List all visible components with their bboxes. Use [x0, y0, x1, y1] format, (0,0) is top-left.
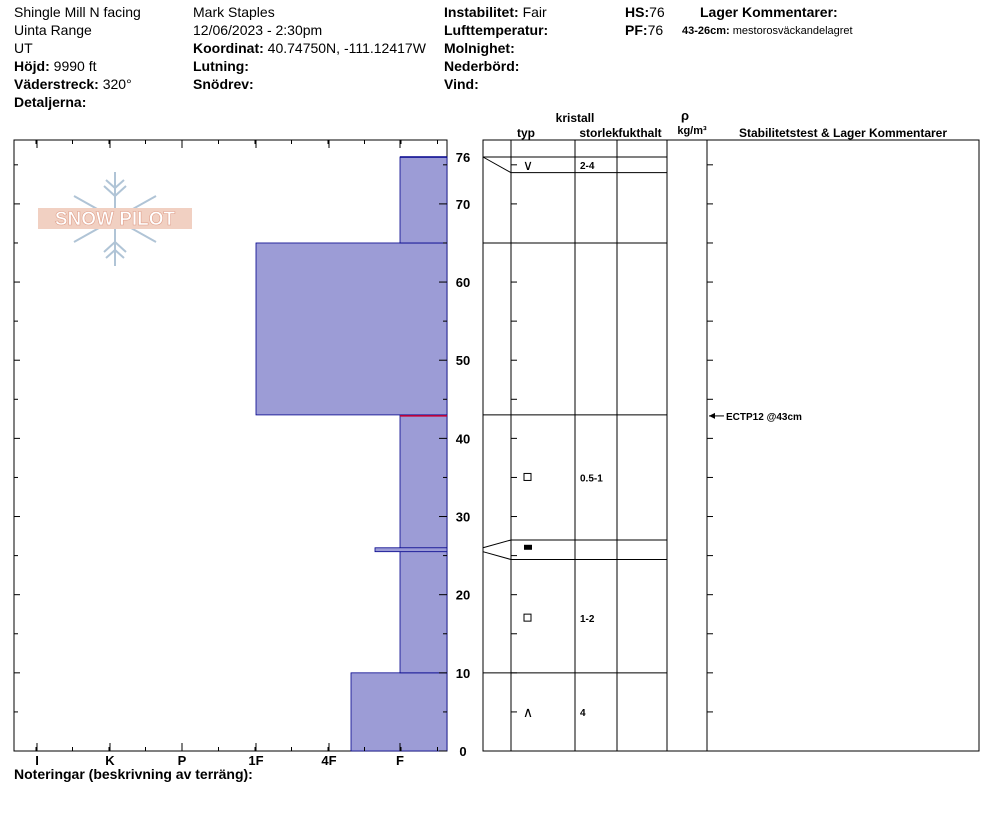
layer-connector	[483, 552, 511, 560]
stability-test-label: ECTP12 @43cm	[726, 411, 802, 423]
layer-connector	[483, 540, 511, 548]
density-unit-header: kg/m³	[677, 125, 707, 137]
location-name: Shingle Mill N facing	[14, 4, 141, 20]
crystal-size: 2-4	[580, 160, 595, 172]
hardness-bar	[400, 415, 447, 673]
layer-table-frame	[483, 140, 979, 751]
hardness-bar	[375, 548, 447, 552]
aspect-value: 320°	[102, 76, 132, 92]
rho-header: ρ	[680, 108, 690, 123]
hs-label: HS:	[625, 4, 650, 20]
depth-tick-label: 40	[455, 431, 471, 447]
range-name: Uinta Range	[14, 22, 92, 38]
hardness-tick-label: I	[35, 753, 39, 768]
instability-value: Fair	[522, 4, 547, 20]
stability-arrowhead	[709, 413, 715, 419]
elevation-value: 9990 ft	[53, 58, 97, 74]
stability-header: Stabilitetstest & Lager Kommentarer	[738, 126, 948, 140]
elevation-label: Höjd:	[14, 58, 50, 74]
crystal-size: 4	[580, 707, 586, 719]
crystal-symbol: ∨	[522, 156, 534, 173]
hardness-tick-label: K	[105, 753, 115, 768]
hardness-plot-frame	[14, 140, 447, 751]
precip-label: Nederbörd:	[444, 58, 520, 74]
crystal-symbol	[524, 473, 531, 480]
coord-label: Koordinat:	[193, 40, 264, 56]
wind-label: Vind:	[444, 76, 479, 92]
slope-label: Lutning:	[193, 58, 249, 74]
crystal-size: 0.5-1	[580, 473, 603, 485]
size-header: storlek	[579, 126, 619, 140]
crystal-header: kristall	[555, 111, 595, 125]
layer-comments-label: Lager Kommentarer:	[700, 4, 838, 20]
depth-tick-label: 20	[455, 587, 471, 603]
hardness-tick-label: 1F	[248, 753, 264, 768]
depth-tick-label: 0	[459, 744, 467, 759]
depth-tick-label: 50	[455, 353, 471, 369]
hardness-tick-label: F	[396, 753, 404, 768]
state-name: UT	[14, 40, 33, 56]
layer-comment-range: 43-26cm:	[682, 25, 730, 37]
details-label: Detaljerna:	[14, 94, 87, 110]
depth-tick-label: 10	[455, 665, 471, 681]
crystal-symbol: ∧	[522, 703, 534, 720]
depth-tick-label: 76	[455, 150, 471, 165]
cloud-label: Molnighet:	[444, 40, 515, 56]
hs-value: 76	[649, 4, 665, 20]
depth-tick-label: 70	[455, 196, 471, 212]
hardness-bar	[256, 243, 447, 415]
hardness-tick-label: 4F	[321, 753, 337, 768]
layer-comment-text: mestorosväckandelagret	[732, 25, 853, 37]
observer-name: Mark Staples	[193, 4, 275, 20]
hardness-bar	[351, 673, 447, 751]
observation-datetime: 12/06/2023 - 2:30pm	[193, 22, 323, 38]
snowpilot-logo	[38, 172, 192, 266]
moisture-header: fukthalt	[618, 126, 662, 140]
pf-value: 76	[647, 22, 664, 38]
terrain-notes-label: Noteringar (beskrivning av terräng):	[14, 766, 253, 782]
crystal-symbol	[524, 614, 531, 621]
wind-transport-label: Snödrev:	[193, 76, 254, 92]
logo-text: SNOW PILOT	[54, 209, 176, 230]
pf-label: PF:	[625, 22, 648, 38]
instability-label: Instabilitet:	[444, 4, 519, 20]
depth-tick-label: 30	[455, 509, 471, 525]
hardness-bar	[400, 157, 447, 243]
crystal-symbol	[524, 545, 532, 550]
hardness-tick-label: P	[177, 753, 187, 768]
coord-value: 40.74750N, -111.12417W	[267, 40, 426, 56]
airtemp-label: Lufttemperatur:	[444, 22, 549, 38]
aspect-label: Väderstreck:	[14, 76, 99, 92]
depth-tick-label: 60	[455, 275, 471, 291]
crystal-size: 1-2	[580, 614, 595, 626]
layer-connector	[483, 157, 511, 173]
type-header: typ	[517, 126, 535, 140]
